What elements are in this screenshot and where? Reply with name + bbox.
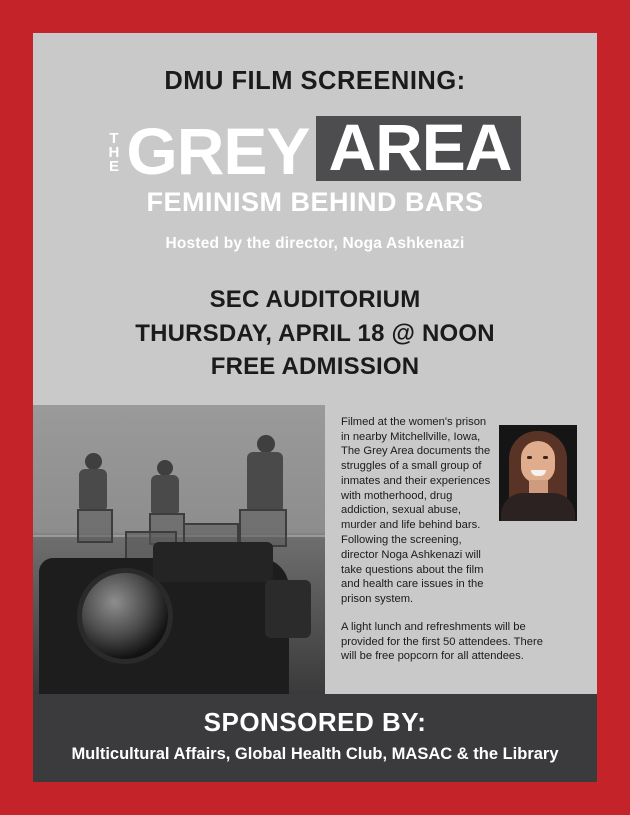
film-still-scene [33,405,325,694]
sponsor-list: Multicultural Affairs, Global Health Club, MASAC & the Library [71,745,559,763]
sponsor-title: SPONSORED BY: [203,707,427,737]
headshot-eye-left [527,456,532,459]
headshot-shoulders [501,493,575,521]
camera-lens [77,568,173,664]
camera-top [153,542,273,582]
logo-word-area: AREA [328,110,512,184]
logo-the-stack [108,129,121,176]
logo-the-letter-h: H [108,143,121,161]
person-body-3 [247,452,283,510]
logo-the-letter-e: E [108,158,120,176]
logo-area-box [316,110,521,184]
poster-middle [33,405,597,694]
person-head-3 [257,435,275,453]
event-location: SEC AUDITORIUM [209,286,421,314]
event-details [33,283,597,382]
person-body-2 [151,475,179,513]
film-logo [33,110,597,188]
film-subtitle: FEMINISM BEHIND BARS [146,187,484,218]
chair-1 [77,509,113,543]
event-admission: FREE ADMISSION [210,352,420,380]
description-column [325,405,597,694]
headshot-eye-right [543,456,548,459]
sponsor-footer [33,694,597,782]
person-head-2 [157,460,173,476]
person-head-1 [85,453,102,470]
poster-header [33,33,597,383]
hosted-by-line: Hosted by the director, Noga Ashkenazi [165,235,465,253]
refreshments-note: A light lunch and refreshments will be provided for the first 50 attendees. There will be free popcorn for all attendees. [341,620,543,663]
camera-grip [265,580,311,638]
headshot-face [521,441,555,483]
film-still-photo [33,405,325,694]
director-headshot [499,425,577,521]
logo-word-grey: GREY [126,114,310,188]
film-description: Filmed at the women's prison in nearby Mitchellville, Iowa, The Grey Area documents the struggles of a small group of inmates and their experiences with motherhood, drug addiction, sexual abuse, murder and life behind bars. Following the screening, director Noga Ashkenazi will take questions about the film and health care issues in the prison system. [341,415,491,606]
description-top-row [341,415,585,607]
person-body-1 [79,469,107,509]
logo-the-letter-t: T [109,129,120,147]
poster [33,33,597,782]
screening-title: DMU FILM SCREENING: [164,67,466,95]
event-datetime: THURSDAY, APRIL 18 @ NOON [135,319,495,347]
